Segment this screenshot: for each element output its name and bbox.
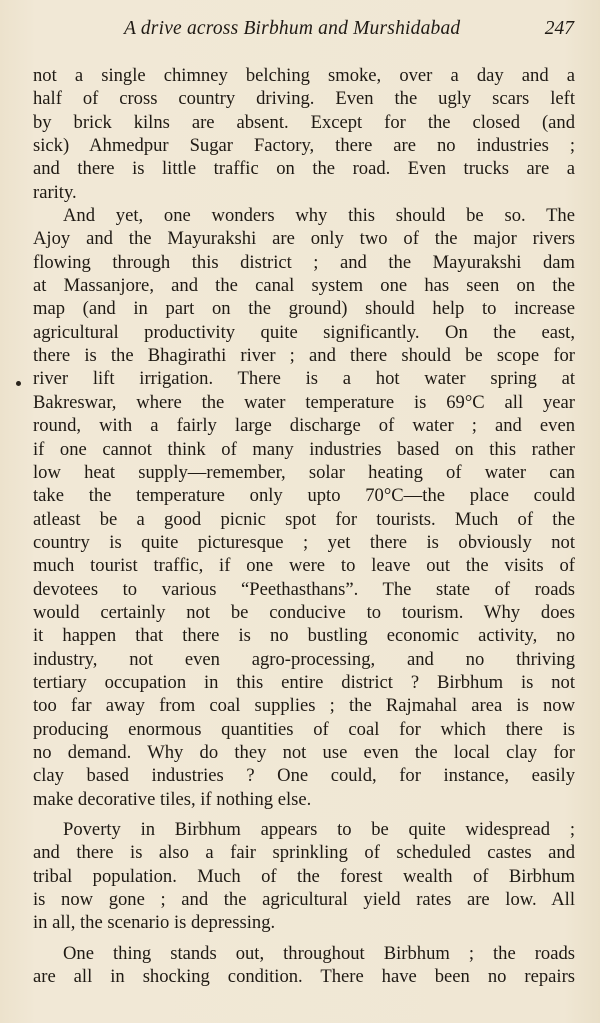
text-line: One thing stands out, throughout Birbhum ; the roads [63,942,575,964]
text-line: too far away from coal supplies ; the Rajmahal area is now [33,695,575,717]
page-number: 247 [544,18,574,39]
text-line: producing enormous quantities of coal for which there is [33,718,575,740]
text-line: And yet, one wonders why this should be so. The [63,205,575,227]
text-line: devotees to various “Peethasthans”. The state of roads [33,578,575,600]
text-line: round, with a fairly large discharge of water ; and even [33,415,575,437]
text-line: tribal population. Much of the forest wealth of Birbhum [33,865,575,887]
text-line: and there is little traffic on the road. Even trucks are a [33,158,575,180]
paragraph-gap [33,935,575,942]
text-line: atleast be a good picnic spot for tourists. Much of the [33,508,575,530]
text-line: is now gone ; and the agricultural yield rates are low. All [33,889,575,911]
text-line: tertiary occupation in this entire district ? Birbhum is not [33,671,575,693]
paragraph [33,64,575,204]
text-line: clay based industries ? One could, for instance, easily [33,765,575,787]
running-head [0,18,600,46]
text-line: Poverty in Birbhum appears to be quite widespread ; [63,819,575,840]
text-line: agricultural productivity quite significantly. On the east, [33,321,575,343]
paragraph [33,204,575,811]
text-line: half of cross country driving. Even the ugly scars left [33,88,575,110]
text-line: and there is also a fair sprinkling of scheduled castes and [33,842,575,864]
text-line: make decorative tiles, if nothing else. [33,788,312,810]
text-line: by brick kilns are absent. Except for the closed (and [33,111,575,133]
text-line: country is quite picturesque ; yet there is obviously not [33,531,575,553]
paragraph [33,818,575,935]
body-text [33,64,575,988]
text-line: river lift irrigation. There is a hot water spring at [33,368,575,390]
paragraph-gap [33,811,575,818]
text-line: flowing through this district ; and the Mayurakshi dam [33,251,575,273]
margin-dot-mark [16,381,21,386]
text-line: sick) Ahmedpur Sugar Factory, there are no industries ; [33,135,575,157]
text-line: would certainly not be conducive to tourism. Why does [33,601,575,623]
text-line: take the temperature only upto 70°C—the place could [33,485,575,507]
running-title: A drive across Birbhum and Murshidabad [124,18,461,39]
text-line: industry, not even agro-processing, and no thriving [33,648,575,670]
text-line: much tourist traffic, if one were to leave out the visits of [33,555,575,577]
text-line: Ajoy and the Mayurakshi are only two of the major rivers [33,228,575,250]
text-line: at Massanjore, and the canal system one has seen on the [33,275,575,297]
text-line: it happen that there is no bustling economic activity, no [33,625,575,647]
text-line: there is the Bhagirathi river ; and there should be scope for [33,345,575,367]
text-line: rarity. [33,181,77,203]
text-line: map (and in part on the ground) should help to increase [33,298,575,320]
text-line: low heat supply—remember, solar heating of water can [33,461,575,483]
text-line: are all in shocking condition. There have been no repairs [33,966,575,988]
text-line: in all, the scenario is depressing. [33,912,276,934]
text-line: no demand. Why do they not use even the local clay for [33,741,575,763]
paragraph [33,942,575,989]
text-line: Bakreswar, where the water temperature is 69°C all year [33,391,575,413]
text-line: not a single chimney belching smoke, over a day and a [33,65,575,86]
text-line: if one cannot think of many industries based on this rather [33,438,575,460]
